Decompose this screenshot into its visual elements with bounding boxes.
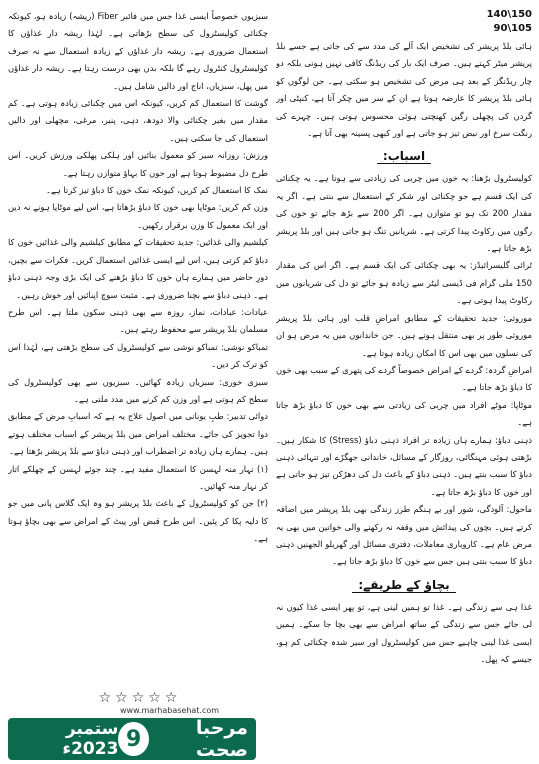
prevention-section — [276, 599, 532, 669]
prevention-paragraph: غذا ہی سے زندگی ہے۔ غذا تو ہمیں لینی ہے، تو پھر ایسی غذا کیوں نہ لی جائے جس سے زندگی کے ساتھ امراض سے بھی بچا جا سکے۔ ہمیں ایسی غذا لینی چاہیے جس میں کولیسٹرول اور سیر شدہ چکنائی کم ہو، جیسے کہ پھل۔ — [276, 601, 532, 664]
body-paragraph: نمک کا استعمال کم کریں، کیونکہ نمک خون کا دباؤ تیز کرتا ہے۔ — [45, 185, 268, 196]
left-text-column — [8, 8, 268, 688]
left-paragraphs — [8, 8, 268, 548]
body-paragraph: ورزش: روزانہ سیر کو معمول بنائیں اور ہلکی پھلکی ورزش کریں۔ اس طرح دل مضبوط ہوتا ہے اور خون کا بہاؤ متوازن رہتا ہے۔ — [8, 150, 268, 178]
cause-paragraph: ذہنی دباؤ: ہمارے ہاں زیادہ تر افراد ذہنی دباؤ (Stress) کا شکار ہیں۔ بڑھتی ہوئی مہنگائی، روزگار کے مسائل، خاندانی جھگڑے اور تنہائی ذہنی دباؤ کا سبب بنتے ہیں۔ ذہنی دباؤ کے باعث دل کی دھڑکن تیز ہو جاتی ہے اور خون کا دباؤ بڑھ جاتا ہے۔ — [276, 434, 532, 497]
page-footer — [8, 718, 256, 760]
intro-paragraph: ہائی بلڈ پریشر کی تشخیص ایک آلے کی مدد سے کی جاتی ہے جسے بلڈ پریشر میٹر کہتے ہیں۔ صرف ایک بار کی ریڈنگ کافی نہیں ہوتی بلکہ دو چار ریڈنگز کے بعد ہی مرض کی تشخیص ہو سکتی ہے۔ جن لوگوں کو ہائی بلڈ پریشر کا عارضہ ہوتا ہے ان کے سر میں چکر آتا ہے، کنپٹی اور گردن کی پچھلی رگیں کھنچتی ہوئی محسوس ہوتی ہیں۔ چہرے کی رنگت سرخ اور نبض تیز ہو جاتی ہے اور کبھی پسینہ بھی آتا ہے۔ — [276, 41, 532, 139]
bp-reading-systolic: 140\150 — [486, 9, 532, 20]
causes-heading-label: اسباب: — [377, 149, 431, 164]
bp-reading-diastolic: 90\105 — [493, 23, 532, 34]
cause-paragraph: ٹرائی گلیسرائیڈز: یہ بھی چکنائی کی ایک قسم ہے۔ اگر اس کی مقدار 150 ملی گرام فی ڈیسی لیٹر سے زیادہ ہو جائے تو دل کی شریانوں میں رکاوٹ پیدا ہوتی ہے۔ — [276, 260, 532, 306]
section-end-stars: ☆☆☆☆☆ — [98, 690, 182, 706]
body-paragraph: (۱) نہار منہ لہسن کا استعمال مفید ہے۔ چند جوئے لہسن کے چھلکے اتار کر نہار منہ کھائیں۔ — [8, 463, 268, 491]
cause-paragraph: امراضِ گردہ: گردے کے امراض خصوصاً گردے کی پتھری کے سبب بھی خون کا دباؤ بڑھ جاتا ہے۔ — [276, 364, 532, 393]
right-text-column — [276, 8, 532, 728]
footer-date: ستمبر 2023ء — [62, 719, 119, 759]
magazine-logo: مرحبا صحت — [195, 717, 249, 761]
body-paragraph: کیلشیم والی غذائیں: جدید تحقیقات کے مطابق کیلشیم والی غذائیں خون کا دباؤ کم کرتی ہیں، اس لیے ایسی غذائیں استعمال کریں۔ فکرات سے بچیں، دورِ حاضر میں ہمارے ہاں خون کا دباؤ بڑھنے کی ایک بڑی وجہ ذہنی دباؤ ہے۔ ذہنی دباؤ سے بچنا ضروری ہے۔ مثبت سوچ اپنائیں اور خوش رہیں۔ — [8, 237, 268, 300]
cause-paragraph: موٹاپا: موٹے افراد میں چربی کی زیادتی سے بھی خون کا دباؤ بڑھ جاتا ہے۔ — [276, 399, 532, 428]
cause-paragraph: کولیسٹرول بڑھنا: یہ خون میں چربی کی زیادتی سے ہوتا ہے۔ یہ چکنائی کی ایک قسم ہے جو چکنائی اور شکر کے استعمال سے بنتی ہے۔ اگر یہ مقدار 200 تک ہو تو متوازن ہے۔ اگر 200 سے بڑھ جائے تو خون کی رگوں میں رکاوٹ پیدا کرتی ہے۔ شریانیں تنگ ہو جاتی ہیں اور بلڈ پریشر بڑھ جاتا ہے۔ — [276, 173, 532, 254]
footer-url[interactable]: www.marhabasehat.com — [120, 706, 220, 715]
body-paragraph: سبزی خوری: سبزیاں زیادہ کھائیں۔ سبزیوں سے بھی کولیسٹرول کی سطح کم ہوتی ہے اور وزن کم کرنے میں مدد ملتی ہے۔ — [8, 376, 268, 404]
body-paragraph: دوائی تدبیر: طبِ یونانی میں اصول علاج یہ ہے کہ اسبابِ مرض کے مطابق دوا تجویز کی جائے۔ مختلف امراض میں بلڈ پریشر کے اسباب مختلف ہوتے ہیں۔ ہمارے ہاں زیادہ تر اضطراب اور ذہنی دباؤ سے بلڈ پریشر بڑھتا ہے۔ — [8, 411, 268, 457]
intro-section — [276, 38, 532, 142]
body-paragraph: گوشت کا استعمال کم کریں، کیونکہ اس میں چکنائی زیادہ ہوتی ہے۔ کم مقدار میں بغیر چکنائی والا دودھ، دہی، پنیر، مرغی، مچھلی اور دالیں استعمال کی جا سکتی ہیں۔ — [8, 98, 268, 143]
prevention-heading — [276, 575, 532, 595]
cause-paragraph: ماحول: آلودگی، شور اور بے ہنگم طرز زندگی بھی بلڈ پریشر میں اضافہ کرتے ہیں۔ بچوں کی پیدائش میں وقفہ نہ رکھنے والی خواتین میں بھی یہ مرض عام ہے۔ کاروباری معاملات، دفتری مسائل اور گھریلو الجھنیں ذہنی دباؤ کا سبب بنتی ہیں جس سے خون کا دباؤ بڑھ جاتا ہے۔ — [276, 504, 532, 567]
causes-heading — [276, 146, 532, 166]
body-paragraph: (۲) جن کو کولیسٹرول کے باعث بلڈ پریشر ہو وہ ایک گلاس پانی میں جو کا دلیہ پکا کر پئیں۔ اس طرح قبض اور پیٹ کے امراض سے بھی بچاؤ ہوتا ہے۔ — [8, 498, 268, 544]
bp-reading-box — [276, 8, 532, 36]
cause-paragraph: موروثی: جدید تحقیقات کے مطابق امراضِ قلب اور ہائی بلڈ پریشر موروثی طور پر بھی منتقل ہوتے ہیں۔ جن خاندانوں میں یہ مرض ہو ان کی نسلوں میں بھی اس کا امکان زیادہ ہوتا ہے۔ — [276, 312, 532, 358]
causes-section — [276, 170, 532, 570]
body-paragraph: عبادات: عبادات، نماز، روزہ سے بھی ذہنی سکون ملتا ہے۔ اس طرح مسلمان بلڈ پریشر سے محفوظ رہتے ہیں۔ — [8, 306, 268, 335]
body-paragraph: وزن کم کریں: موٹاپا بھی خون کا دباؤ بڑھاتا ہے، اس لیے موٹاپا ہونے نہ دیں اور ایک معمول کا وزن برقرار رکھیں۔ — [8, 202, 268, 230]
prevention-heading-label: بچاؤ کے طریقے: — [352, 578, 455, 593]
page-number: 9 — [118, 722, 148, 756]
body-paragraph: سبزیوں خصوصاً ایسی غذا جس میں فائبر Fiber (ریشہ) زیادہ ہو، کیونکہ چکنائی کولیسٹرول کی سطح بڑھاتی ہے۔ لہٰذا ریشہ دار غذاؤں کا استعمال ضروری ہے۔ ریشہ دار غذاؤں کے زیادہ استعمال سے نہ صرف کولیسٹرول کنٹرول رہے گا بلکہ بدن بھی درست رہتا ہے۔ ریشہ دار غذاؤں میں پھل، سبزیاں، اناج اور دالیں شامل ہیں۔ — [8, 11, 268, 91]
body-paragraph: تمباکو نوشی: تمباکو نوشی سے کولیسٹرول کی سطح بڑھتی ہے، لہٰذا اس کو ترک کر دیں۔ — [8, 341, 268, 370]
